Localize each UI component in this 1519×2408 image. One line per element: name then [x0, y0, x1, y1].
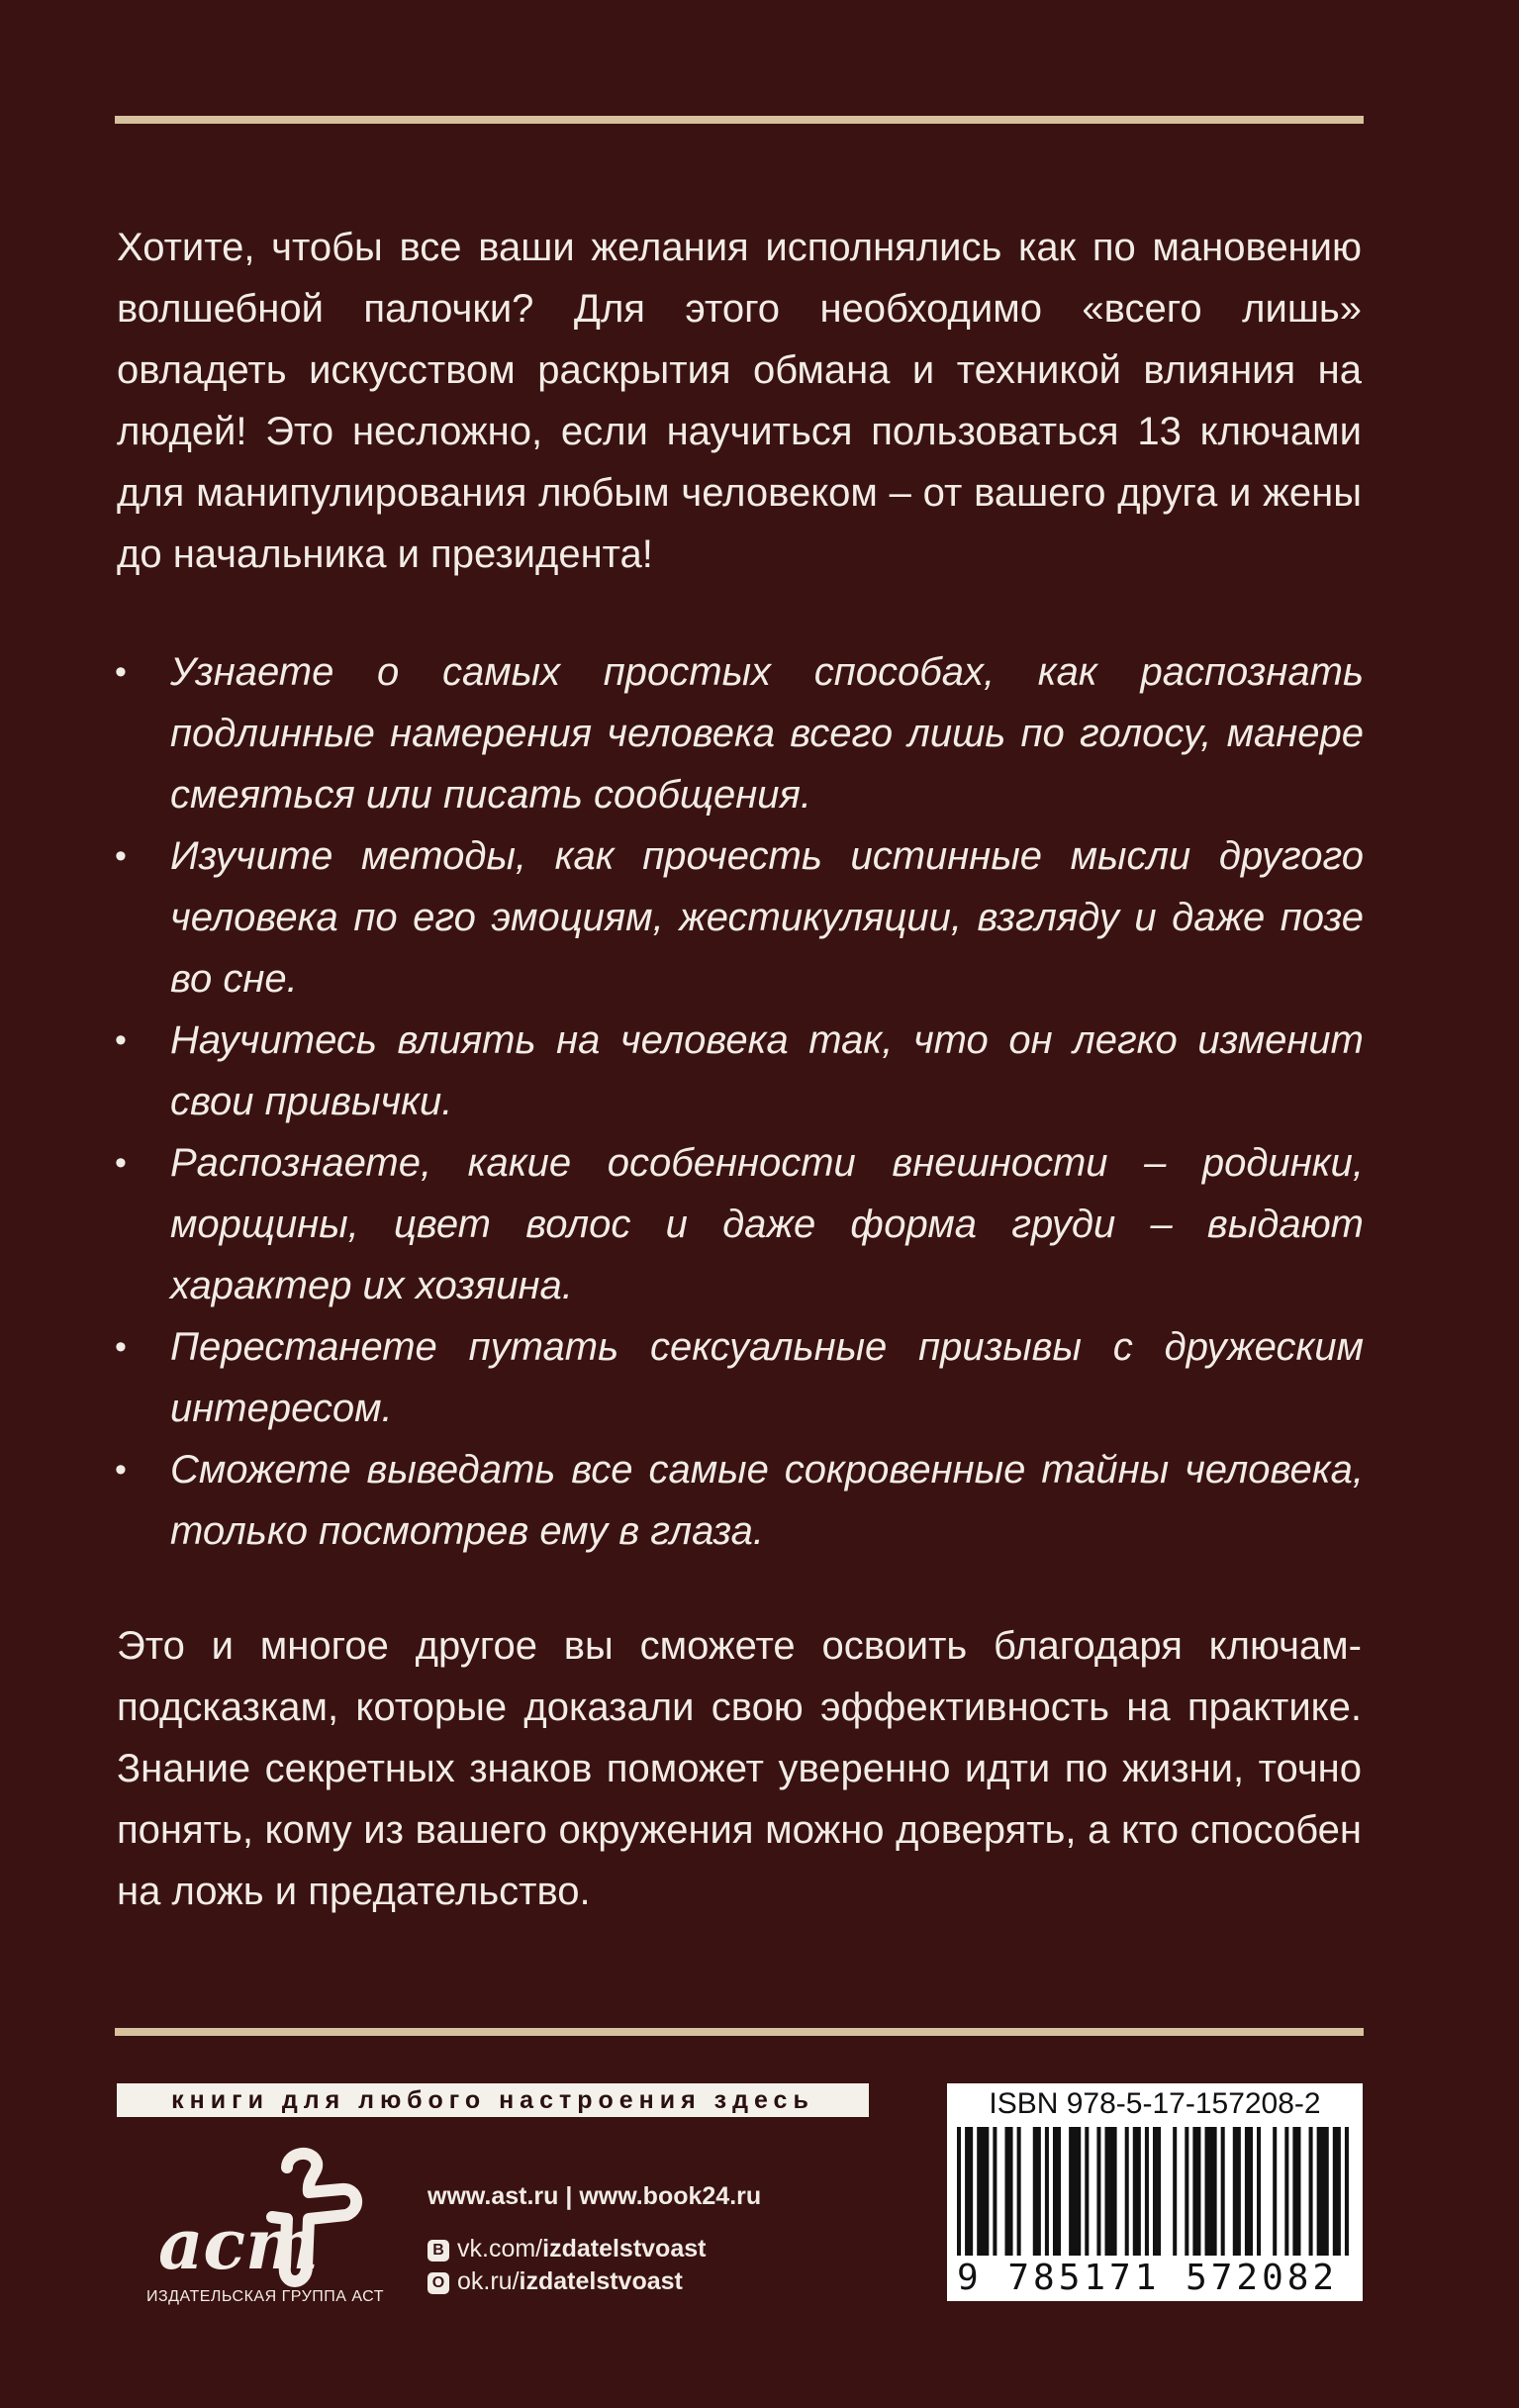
list-item	[109, 1010, 1364, 1132]
bullet-marker: •	[115, 1144, 127, 1182]
publisher-caption: ИЗДАТЕЛЬСКАЯ ГРУППА АСТ	[146, 2288, 384, 2305]
barcode-digits: 9 785171 572082	[957, 2258, 1339, 2298]
list-item	[109, 641, 1364, 825]
outro-paragraph: Это и многое другое вы сможете освоить благодаря ключам-подсказкам, которые доказали свою эффективность на практике. Знание секретных знаков поможет уверенно идти по жизни, точно понять, кому из вашего окружения можно доверять, а кто способен на ложь и предательство.	[117, 1624, 1362, 1913]
ast-logo-icon	[139, 2138, 396, 2306]
list-item	[109, 1132, 1364, 1316]
vk-link[interactable]	[427, 2235, 706, 2264]
ok-prefix: ok.ru/	[457, 2267, 520, 2295]
list-item	[109, 825, 1364, 1010]
bullet-text: Перестанете путать сексуальные призывы с дружеским интересом.	[170, 1325, 1364, 1430]
benefits-list	[109, 641, 1364, 1562]
bullet-text: Научитесь влиять на человека так, что он легко изменит свои привычки.	[170, 1018, 1364, 1123]
ok-icon: О	[427, 2272, 449, 2294]
website-links[interactable]: www.ast.ru | www.book24.ru	[427, 2182, 762, 2210]
ok-handle: izdatelstvoast	[519, 2267, 683, 2295]
list-item	[109, 1439, 1364, 1562]
top-rule	[115, 116, 1364, 124]
bullet-marker: •	[115, 1451, 127, 1489]
ok-link[interactable]	[427, 2267, 683, 2296]
vk-icon: В	[427, 2240, 449, 2262]
bottom-rule	[115, 2028, 1364, 2036]
barcode-icon	[957, 2127, 1353, 2261]
bullet-text: Сможете выведать все самые сокровенные тайны человека, только посмотрев ему в глаза.	[170, 1448, 1364, 1553]
barcode-panel	[947, 2083, 1363, 2301]
bullet-marker: •	[115, 837, 127, 875]
list-item	[109, 1316, 1364, 1439]
vk-handle: izdatelstvoast	[542, 2235, 707, 2263]
intro-paragraph: Хотите, чтобы все ваши желания исполнялись как по мановению волшебной палочки? Для этого необходимо «всего лишь» овладеть искусством раскрытия обмана и техникой влияния на людей! Это несложно, если научиться пользоваться 13 ключами для манипулирования любым человеком – от вашего друга и жены до начальника и президента!	[117, 226, 1362, 576]
isbn-label: ISBN 978-5-17-157208-2	[989, 2087, 1321, 2120]
bullet-text: Распознаете, какие особенности внешности – родинки, морщины, цвет волос и даже форма груди – выдают характер их хозяина.	[170, 1141, 1364, 1307]
bullet-marker: •	[115, 1328, 127, 1366]
tagline-banner: книги для любого настроения здесь	[117, 2083, 869, 2117]
logo-text: аст	[158, 2203, 320, 2285]
bullet-text: Узнаете о самых простых способах, как распознать подлинные намерения человека всего лишь по голосу, манере смеяться или писать сообщения.	[170, 650, 1364, 817]
vk-prefix: vk.com/	[457, 2235, 543, 2263]
bullet-marker: •	[115, 653, 127, 691]
bullet-marker: •	[115, 1021, 127, 1059]
bullet-text: Изучите методы, как прочесть истинные мысли другого человека по его эмоциям, жестикуляции, взгляду и даже позе во сне.	[170, 834, 1364, 1001]
